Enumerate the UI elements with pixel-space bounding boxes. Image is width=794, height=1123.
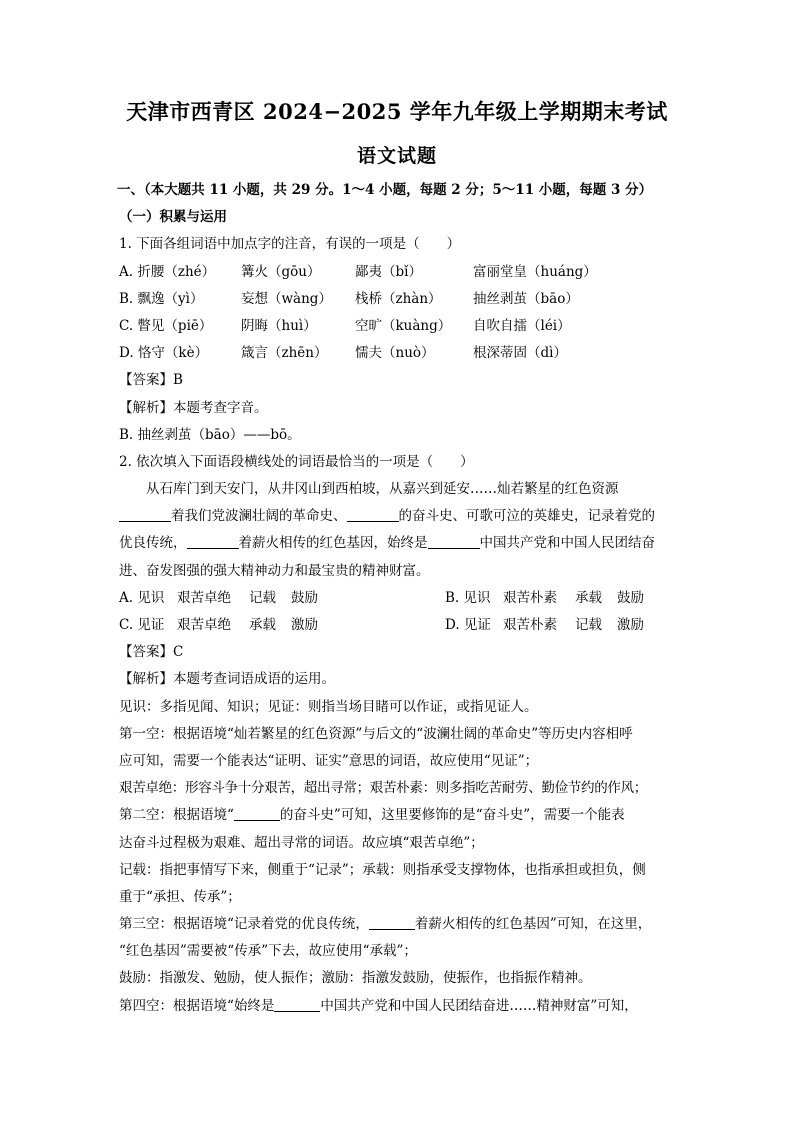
q2-option-a [119,585,445,612]
q1-option-b [119,286,679,313]
option-cell: 富丽堂皇（huáng） [473,263,597,280]
q2-passage-line-2 [119,503,679,530]
q2-passage-line-3 [119,530,679,557]
option-word: 激励 [291,617,318,633]
q2-option-b [445,585,644,612]
option-word: 激励 [617,617,644,633]
q2-option-d [445,612,644,639]
passage-text: 着薪火相传的红色基因，始终是 [238,535,428,552]
option-word: 承载 [249,617,276,633]
option-cell: B. 飘逸（yì） [119,290,204,307]
option-cell: 鄙夷（bǐ） [355,263,422,280]
option-label: D. 见证 [445,617,491,633]
option-word: 鼓励 [291,589,318,606]
subsection-heading: （一）积累与运用 [119,209,227,226]
analysis-text: 第二空：根据语境“ [119,807,234,824]
analysis-line [119,802,679,829]
analysis-text: 的奋斗史”可知，这里要修饰的是“奋斗史”，需要一个能表 [279,807,625,824]
option-cell: C. 瞥见（piē） [119,317,213,334]
q1-answer: 【答案】B [119,372,183,389]
fill-blank [428,534,480,549]
q2-answer: 【答案】C [119,644,184,661]
option-cell: 懦夫（nuò） [355,345,435,362]
passage-text: 着我们党波澜壮阔的革命史、 [171,508,347,525]
q2-passage-line-4: 进、奋发图强的强大精神动力和最宝贵的精神财富。 [119,562,430,579]
option-cell: 抽丝剥茧（bāo） [473,290,579,307]
option-cell: 篝火（gōu） [241,263,321,280]
exam-subtitle: 语文试题 [356,145,437,167]
fill-blank [369,915,415,930]
analysis-line: 重于“承担、传承”； [119,888,241,905]
option-word: 艰苦朴素 [503,589,557,606]
option-word: 记载 [249,589,276,606]
fill-blank [234,806,280,821]
option-cell: 箴言（zhēn） [241,345,328,362]
analysis-line: 第一空：根据语境“灿若繁星的红色资源”与后文的“波澜壮阔的革命史”等历史内容相呼 [119,725,633,742]
option-cell: 根深蒂固（dì） [473,345,567,362]
option-cell: 妄想（wàng） [241,290,332,307]
option-word: 艰苦卓绝 [177,617,231,633]
analysis-line: 记载：指把事情写下来，侧重于“记录”；承载：则指承受支撑物体，也指承担或担负，侧 [119,861,646,878]
q1-option-d [119,340,679,367]
q1-note: B. 抽丝剥茧（bāo）——bō。 [119,426,301,443]
fill-blank [119,507,171,522]
section-heading: 一、（本大题共 11 小题，共 29 分。1～4 小题，每题 2 分；5～11 小题，每题 3 分） [117,182,653,198]
exam-title: 天津市西青区 2024−2025 学年九年级上学期期末考试 [126,99,668,124]
analysis-text: 着薪火相传的红色基因”可知，在这里， [414,916,652,933]
q2-options-row-1 [119,585,679,612]
option-cell: 阴晦（huì） [241,317,317,334]
fill-blank [274,997,320,1012]
option-cell: A. 折腰（zhé） [119,263,216,280]
option-cell: 空旷（kuàng） [355,317,452,334]
analysis-line [119,993,679,1020]
analysis-line [119,911,679,938]
q1-option-a [119,259,679,286]
fill-blank [187,534,239,549]
passage-text: 优良传统， [119,535,187,552]
analysis-line: 艰苦卓绝：形容斗争十分艰苦，超出寻常；艰苦朴素：则多指吃苦耐劳、勤俭节约的作风； [119,780,647,797]
q1-option-c [119,313,679,340]
q1-analysis: 【解析】本题考查字音。 [119,399,268,416]
q2-stem: 2. 依次填入下面语段横线处的词语最恰当的一项是（ ） [119,453,474,470]
option-word: 艰苦卓绝 [177,589,231,606]
passage-text: 中国共产党和中国人民团结奋 [479,535,655,552]
analysis-line: 鼓励：指激发、勉励，使人振作；激励：指激发鼓励，使振作，也指振作精神。 [119,970,592,987]
q2-options-row-2 [119,612,679,639]
q2-passage-line-1 [119,476,679,503]
analysis-line: 应可知，需要一个能表达“证明、证实”意思的词语，故应使用“见证”； [119,752,539,769]
q1-stem: 1. 下面各组词语中加点字的注音，有误的一项是（ ） [119,236,461,253]
option-label: C. 见证 [119,617,165,633]
option-word: 记载 [575,617,602,633]
passage-text: 从石库门到天安门，从井冈山到西柏坡，从嘉兴到延安……灿若繁星的红色资源 [146,481,619,498]
analysis-text: 中国共产党和中国人民团结奋进……精神财富”可知， [320,997,638,1014]
option-word: 艰苦朴素 [503,617,557,633]
q2-analysis: 【解析】本题考查词语成语的运用。 [119,671,335,688]
analysis-line: 达奋斗过程极为艰难、超出寻常的词语。故应填“艰苦卓绝”； [119,834,484,851]
option-word: 鼓励 [617,589,644,606]
option-label: B. 见识 [445,589,491,606]
option-cell: 栈桥（zhàn） [355,290,442,307]
q2-option-c [119,612,445,639]
option-cell: 自吹自擂（léi） [473,317,571,334]
analysis-line: 见识：多指见闻、知识；见证：则指当场目睹可以作证，或指见证人。 [119,698,538,715]
analysis-text: 第三空：根据语境“记录着党的优良传统， [119,916,369,933]
analysis-line: “红色基因”需要被“传承”下去，故应使用“承载”； [119,943,417,960]
option-label: A. 见识 [119,589,165,606]
option-word: 承载 [575,589,602,606]
fill-blank [347,507,399,522]
option-cell: D. 恪守（kè） [119,345,209,362]
exam-content [119,177,679,1020]
analysis-text: 第四空：根据语境“始终是 [119,997,275,1014]
passage-text: 的奋斗史、可歌可泣的英雄史，记录着党的 [398,508,655,525]
